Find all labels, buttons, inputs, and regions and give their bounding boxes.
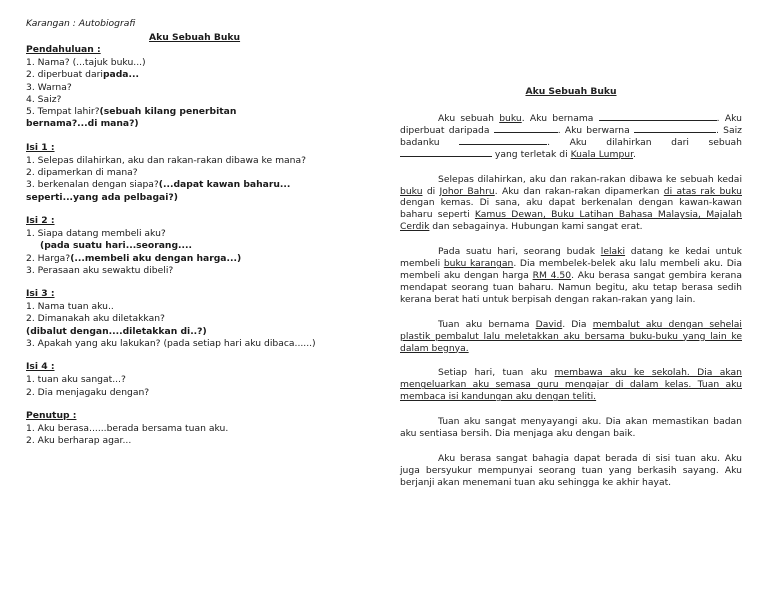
outline-item: 3. Warna? xyxy=(26,81,72,93)
section-pendahuluan xyxy=(26,44,356,131)
outline-item: 1. Nama tuan aku.. xyxy=(26,301,114,313)
section-isi-3 xyxy=(26,288,356,350)
section-heading: Isi 4 : xyxy=(26,361,55,373)
outline-item: 1. Siapa datang membeli aku? xyxy=(26,227,166,239)
essay-paragraph-4: Tuan aku bernama David. Dia membalut aku dengan sehelai plastik pembalut lalu meletakkan aku bersama buku-buku yang lain ke dalam begnya. xyxy=(400,318,742,354)
fill-blank xyxy=(599,113,717,121)
outline-item: 1. Aku berasa......berada bersama tuan aku. xyxy=(26,422,229,434)
outline-item-hint: (dibalut dengan....diletakkan di..?) xyxy=(26,325,207,337)
essay-title: Aku Sebuah Buku xyxy=(525,86,617,97)
section-isi-4 xyxy=(26,361,356,399)
outline-item: 3. Perasaan aku sewaktu dibeli? xyxy=(26,264,174,276)
section-heading: Isi 2 : xyxy=(26,214,55,226)
essay-paragraph-3: Pada suatu hari, seorang budak lelaki datang ke kedai untuk membeli buku karangan. Dia membelek-belek aku lalu membeli aku. Dia membeli aku dengan harga RM 4.50. Aku berasa sangat gembira kerana mendapat seorang tuan baharu. Namun begitu, aku tetap berasa sedih kerana berat hati untuk berpisah dengan rakan-rakan yang lain. xyxy=(400,246,742,305)
outline-item-continued: seperti...yang ada pelbagai?) xyxy=(26,191,178,203)
essay-column xyxy=(400,86,742,502)
section-isi-1 xyxy=(26,142,356,204)
fill-blank xyxy=(459,137,547,145)
fill-blank xyxy=(400,149,492,157)
outline-item: 2. Dimanakah aku diletakkan? xyxy=(26,313,165,325)
section-heading: Penutup : xyxy=(26,409,77,421)
outline-item-hint: (pada suatu hari...seorang.... xyxy=(40,240,193,252)
section-isi-2 xyxy=(26,215,356,277)
essay-paragraph-1: Aku sebuah buku. Aku bernama . Aku diperbuat daripada . Aku berwarna . Saiz badanku . Aku dilahirkan dari sebuah yang terletak di Kuala Lumpur. xyxy=(400,113,742,160)
outline-item: 2. diperbuat daripada... xyxy=(26,69,139,81)
fill-blank xyxy=(634,125,716,133)
outline-item: 1. tuan aku sangat...? xyxy=(26,374,126,386)
outline-item: 2. Dia menjagaku dengan? xyxy=(26,386,150,398)
outline-item: 4. Saiz? xyxy=(26,93,62,105)
outline-item: 2. Harga?(...membeli aku dengan harga...) xyxy=(26,252,242,264)
outline-column xyxy=(26,18,356,448)
outline-item: 5. Tempat lahir?(sebuah kilang penerbitan xyxy=(26,106,237,118)
worksheet-header: Karangan : Autobiografi xyxy=(26,18,136,29)
section-heading: Isi 1 : xyxy=(26,141,55,153)
outline-item: 3. berkenalan dengan siapa?(...dapat kawan baharu... xyxy=(26,179,291,191)
essay-paragraph-7: Aku berasa sangat bahagia dapat berada di sisi tuan aku. Aku juga bersyukur mempunyai seorang tuan yang berkasih sayang. Aku berjanji akan menemani tuan aku sehingga ke akhir hayat. xyxy=(400,452,742,488)
essay-paragraph-2: Selepas dilahirkan, aku dan rakan-rakan dibawa ke sebuah kedai buku di Johor Bahru. Aku dan rakan-rakan dipamerkan di atas rak buku dengan kemas. Di sana, aku dapat berkenalan dengan kawan-kawan baharu seperti Kamus Dewan, Buku Latihan Bahasa Malaysia, Majalah Cerdik dan sebagainya. Hubungan kami sangat erat. xyxy=(400,173,742,233)
outline-item-continued: bernama?...di mana?) xyxy=(26,118,139,130)
outline-item: 2. Aku berharap agar... xyxy=(26,435,132,447)
outline-item: 3. Apakah yang aku lakukan? (pada setiap hari aku dibaca......) xyxy=(26,338,316,350)
section-penutup xyxy=(26,410,356,448)
outline-item: 1. Nama? (...tajuk buku...) xyxy=(26,57,146,68)
essay-paragraph-5: Setiap hari, tuan aku membawa aku ke sekolah. Dia akan mengeluarkan aku semasa guru mengajar di dalam kelas. Tuan aku membaca isi kandungan aku dengan teliti. xyxy=(400,367,742,403)
fill-blank xyxy=(494,125,558,133)
essay-paragraph-6: Tuan aku sangat menyayangi aku. Dia akan memastikan badan aku sentiasa bersih. Dia menjaga aku dengan baik. xyxy=(400,416,742,440)
outline-item: 1. Selepas dilahirkan, aku dan rakan-rakan dibawa ke mana? xyxy=(26,154,306,166)
outline-title: Aku Sebuah Buku xyxy=(149,32,241,43)
section-heading: Pendahuluan : xyxy=(26,44,101,55)
section-heading: Isi 3 : xyxy=(26,288,55,300)
outline-item: 2. dipamerkan di mana? xyxy=(26,167,138,179)
